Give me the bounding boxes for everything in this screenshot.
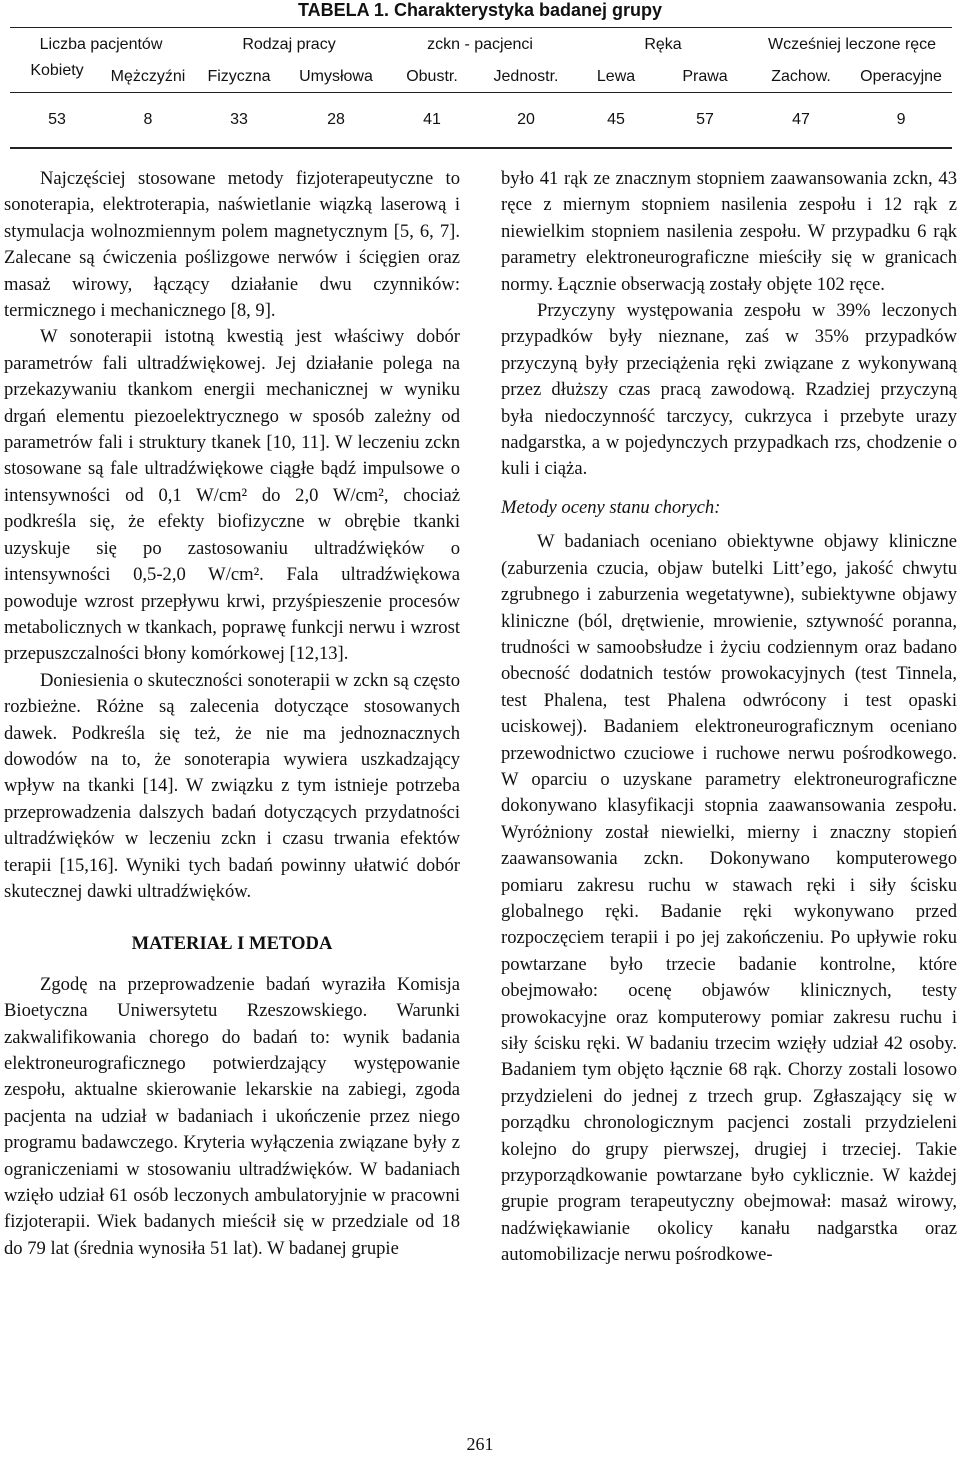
- sub-header-bilateral: Obustr.: [386, 62, 478, 93]
- group-header-patients: Liczba pacjentów: [10, 28, 192, 63]
- paragraph: Przyczyny występowania zespołu w 39% leczonych przypadków były nieznane, zaś w 35% przypadków przyczyną były przeciążenia ręki związane z wykonywaną przez dłuższy czas pracą zawodową. Rzadziej przyczyną była niedoczynność tarczycy, cukrzyca i przebyte urazy nadgarstka, a w pojedynczych przypadkach rzs, chodzenie o kuli i ciąża.: [501, 300, 957, 480]
- values-row: [10, 93, 952, 149]
- group-header-cts-patients: zckn - pacjenci: [386, 28, 574, 63]
- value-conservative: 47: [752, 93, 850, 149]
- group-header-row: [10, 28, 952, 63]
- group-header-previously-treated: Wcześniej leczone ręce: [752, 28, 952, 63]
- value-left: 45: [574, 93, 658, 149]
- section-heading: MATERIAŁ I METODA: [131, 933, 333, 955]
- value-right: 57: [658, 93, 752, 149]
- paragraph: Doniesienia o skuteczności sonoterapii w zckn są często rozbieżne. Różne są zalecenia dotyczące stosowanych dawek. Podkreśla się też, że nie ma jednoznacznych dowodów na to, że sonoterapia wywiera uszkadzający wpływ na tkanki [14]. W związku z tym istnieje potrzeba przeprowadzenia dalszych badań dotyczących przydatności ultradźwięków w leczeniu zckn i czasu trwania efektów terapii [15,16]. Wyniki tych badań powinny ułatwić dobór skutecznej dawki ultradźwięków.: [4, 669, 460, 902]
- sub-header-surgical: Operacyjne: [850, 62, 952, 93]
- sub-header-physical: Fizyczna: [192, 62, 286, 93]
- subsection-heading: Metody oceny stanu chorych:: [501, 496, 721, 518]
- paragraph: Zgodę na przeprowadzenie badań wyraziła Komisja Bioetyczna Uniwersytetu Rzeszowskiego. Warunki zakwalifikowania chorego do badań to: wynik badania elektroneurograficznego potwierdzający występowanie zespołu, aktualne skierowanie lekarskie na zabiegi, zgoda pacjenta na udział w badaniach i ukończenie przez niego programu badawczego. Kryteria wyłączenia związane były z ograniczeniami w stosowaniu ultradźwięków. W badaniach wzięło udział 61 osób leczonych ambulatoryjnie w pracowni fizjoterapii. Wiek badanych mieścił się w przedziale od 18 do 79 lat (średnia wynosiła 51 lat). W badanej grupie: [4, 973, 460, 1259]
- sub-header-women: Kobiety: [10, 62, 104, 93]
- paragraph: Najczęściej stosowane metody fizjoterapeutyczne to sonoterapia, elektroterapia, naświetlanie wiązką laserową i stymulacja wolnozmiennym polem magnetycznym [5, 6, 7]. Zalecane są ćwiczenia poślizgowe nerwów i ścięgien oraz masaż wirowy, łączący działanie dwu czynników: termicznego i mechanicznego [8, 9].: [4, 168, 460, 322]
- sub-header-unilateral: Jednostr.: [478, 62, 574, 93]
- sub-header-row: [10, 62, 952, 93]
- sub-header-men: Mężczyźni: [104, 62, 192, 93]
- patient-characteristics-table: [10, 27, 952, 149]
- table-caption: TABELA 1. Charakterystyka badanej grupy: [297, 0, 663, 20]
- value-men: 8: [104, 93, 192, 149]
- sub-header-left: Lewa: [574, 62, 658, 93]
- value-unilateral: 20: [478, 93, 574, 149]
- sub-header-conservative: Zachow.: [752, 62, 850, 93]
- value-women: 53: [10, 93, 104, 149]
- sub-header-right: Prawa: [658, 62, 752, 93]
- value-physical: 33: [192, 93, 286, 149]
- left-text-column: [4, 166, 460, 1262]
- value-surgical: 9: [850, 93, 952, 149]
- value-mental: 28: [286, 93, 386, 149]
- right-text-column: [501, 166, 957, 1269]
- paragraph: W sonoterapii istotną kwestią jest właściwy dobór parametrów fali ultradźwiękowej. Jej działanie polega na przekazywaniu tkankom energii mechanicznej w wyniku drgań elementu piezoelektrycznego w sposób zależny od parametrów fali i struktury tkanek [10, 11]. W leczeniu zckn stosowane są fale ultradźwiękowe ciągłe bądź impulsowe o intensywności od 0,1 W/cm² do 2,0 W/cm², chociaż podkreśla się, że efekty biofizyczne w obrębie tkanki uzyskuje się po zastosowaniu ultradźwięków o intensywności 0,5-2,0 W/cm². Fala ultradźwiękowa powoduje wzrost przepływu krwi, przyśpieszenie procesów metabolicznych w tkankach, poprawę funkcji nerwu i wzrost przepuszczalności błony komórkowej [12,13].: [4, 326, 460, 665]
- paragraph: było 41 rąk ze znacznym stopniem zaawansowania zckn, 43 ręce z miernym stopniem nasilenia zespołu i 12 rąk z niewielkim stopniem nasilenia zespołu. W przypadku 6 rąk parametry elektroneurograficzne mieściły się w granicach normy. Łącznie obserwacją zostały objęte 102 ręce.: [501, 168, 957, 295]
- value-bilateral: 41: [386, 93, 478, 149]
- group-header-hand: Ręka: [574, 28, 752, 63]
- sub-header-mental: Umysłowa: [286, 62, 386, 93]
- page-number: 261: [466, 1434, 494, 1454]
- paragraph: W badaniach oceniano obiektywne objawy kliniczne (zaburzenia czucia, objaw butelki Litt’ego, jakość chwytu zgrubnego i zaburzenia wegetatywne), subiektywne objawy kliniczne (ból, drętwienie, mrowienie, sztywność poranna, trudności w samoobsłudze i życiu codziennym oraz badano obecność dodatnich testów prowokacyjnych (test Tinnela, test Phalena, test Phalena odwrócony i test opaski uciskowej). Badaniem elektroneurograficznym oceniano przewodnictwo czuciowe i ruchowe nerwu pośrodkowego. W oparciu o uzyskane parametry elektroneurograficzne dokonywano klasyfikacji stopnia zaawansowania zespołu. Wyróżniony został niewielki, mierny i znaczny stopień zaawansowania zckn. Dokonywano komputerowego pomiaru zakresu ruchu w stawach ręki i siły ścisku globalnego ręki. Badanie ręki wykonywano przed rozpoczęciem terapii i po jej zakończeniu. Po upływie roku powtarzane było trzecie badanie kontrolne, które obejmowało: ocenę objawów klinicznych, testy prowokacyjne oraz komputerowy pomiar zakresu ruchu i siły ścisku ręki. W badaniu trzecim wzięły udział 42 osoby. Badaniem tym objęto łącznie 68 rąk. Chorzy zostali losowo przydzieleni do jednej z trzech grup. Zgłaszający się w porządku chronologicznym pacjenci zostali przydzieleni kolejno do grupy pierwszej, drugiej i trzeciej. Takie przyporządkowanie powtarzane było cyklicznie. W każdej grupie program terapeutyczny obejmował: masaż wirowy, nadźwiękawianie okolicy kanału nadgarstka oraz automobilizacje nerwu pośrodkowe-: [501, 531, 957, 1266]
- group-header-work-type: Rodzaj pracy: [192, 28, 386, 63]
